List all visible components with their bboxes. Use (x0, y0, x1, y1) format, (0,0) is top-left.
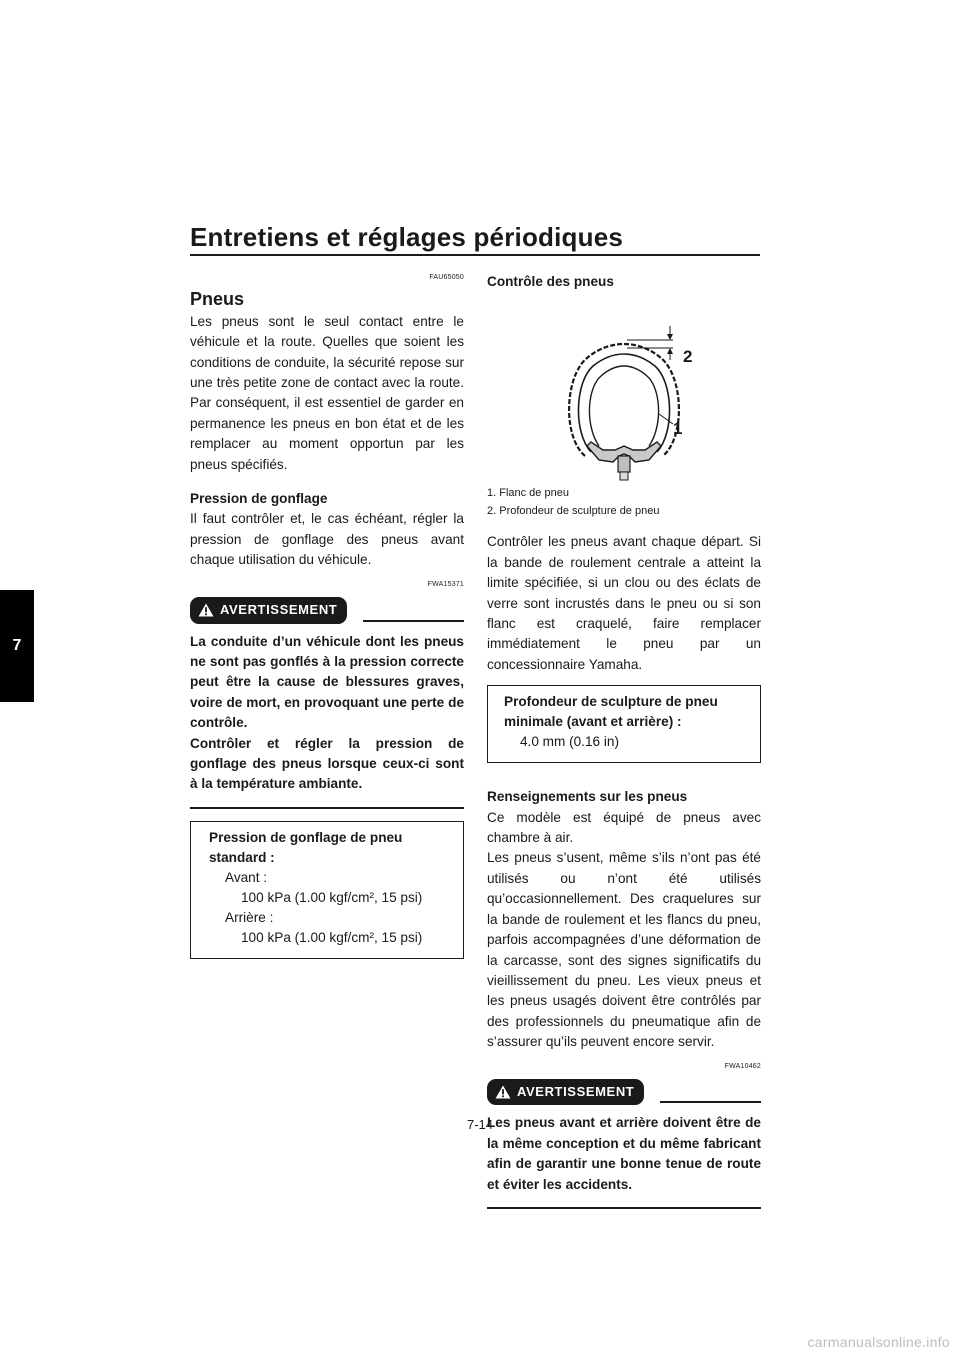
figure-label-2: 2 (683, 347, 693, 367)
watermark: carmanualsonline.info (807, 1334, 950, 1350)
chapter-tab (0, 590, 34, 702)
warning-text-2: Contrôler et régler la pression de gonflage des pneus lorsque ceux-ci sont à la température ambiante. (190, 735, 464, 792)
warning-header-2 (487, 1079, 761, 1105)
spec-rear-value: 100 kPa (1.00 kgf/cm², 15 psi) (241, 929, 423, 945)
warning-text-3: Les pneus avant et arrière doivent être de la même conception et du même fabricant afin de garantir une bonne tenue de route et éviter les accidents. (487, 1115, 761, 1192)
warning-rule (363, 620, 464, 622)
section-title: Pneus (190, 289, 245, 310)
figure-label-1: 1 (673, 419, 683, 439)
warning-code: FWA15371 (427, 580, 464, 588)
warning-header (190, 597, 464, 623)
right-column (487, 268, 761, 1209)
warning-label-2: AVERTISSEMENT (517, 1083, 635, 1099)
caption-2: 2. Profondeur de sculpture de pneu (487, 505, 660, 518)
spec-front-label: Avant : (225, 869, 268, 885)
pressure-paragraph: Il faut contrôler et, le cas échéant, régler la pression de gonflage des pneus avant chaque utilisation du véhicule. (190, 511, 464, 568)
info-heading: Renseignements sur les pneus (487, 789, 688, 805)
section-code: FAU65050 (429, 274, 464, 281)
caption-1: 1. Flanc de pneu (487, 487, 569, 500)
check-paragraph: Contrôler les pneus avant chaque départ. Si la bande de roulement centrale a atteint la limite spécifiée, si un clou ou des éclats de verre sont incrustés dans le pneu ou si son flanc est craquelé, faire remplacer immédiatement le pneu par un concessionnaire Yamaha. (487, 534, 761, 672)
pressure-spec-box (190, 821, 464, 959)
spec-rear-label: Arrière : (225, 909, 274, 925)
warning-end-rule-2 (487, 1207, 761, 1209)
page-title: Entretiens et réglages périodiques (190, 222, 624, 252)
pressure-heading: Pression de gonflage (190, 491, 328, 507)
info-paragraph-2: Les pneus s’usent, même s’ils n’ont pas été utilisés ou n’ont été utilisés qu’occasionnellement. Des craquelures sur la bande de roulement et les flancs du pneu, parfois accompagnées d’une déformation de la carcasse, sont des signes significatifs du vieillissement du pneu. Les vieux pneus et les pneus usagés doivent être contrôlés par des professionnels du pneumatique afin de s’assurer qu’ils peuvent encore servir. (487, 850, 761, 1050)
page-number: 7-14 (466, 1117, 494, 1132)
spec-title: Pression de gonflage de pneu standard : (209, 829, 403, 865)
spec-front-value: 100 kPa (1.00 kgf/cm², 15 psi) (241, 889, 423, 905)
warning-triangle-icon (495, 1085, 511, 1099)
warning-end-rule (190, 807, 464, 809)
warning-text-1: La conduite d’un véhicule dont les pneus ne sont pas gonflés à la pression correcte peut être la cause de blessures graves, voire de mort, en provoquant une perte de contrôle. (190, 633, 464, 731)
warning-badge (190, 597, 347, 623)
warning-label: AVERTISSEMENT (220, 602, 338, 618)
warning-badge-2 (487, 1079, 644, 1105)
header-rule (190, 254, 760, 256)
depth-spec-box (487, 685, 761, 763)
tire-cross-section-diagram (487, 296, 761, 484)
depth-spec-value: 4.0 mm (0.16 in) (520, 734, 619, 750)
warning-triangle-icon (198, 603, 214, 617)
warning-rule-2 (660, 1101, 761, 1103)
info-paragraph-1: Ce modèle est équipé de pneus avec chambre à air. (487, 809, 761, 846)
intro-paragraph: Les pneus sont le seul contact entre le véhicule et la route. Quelles que soient les conditions de conduite, la sécurité repose sur une très petite zone de contact avec la route. Par conséquent, il est essentiel de garder en permanence les pneus en bon état et de les remplacer au moment opportun par les pneus spécifiés. (190, 313, 464, 472)
depth-spec-title: Profondeur de sculpture de pneu minimale (avant et arrière) : (504, 694, 718, 730)
warning-code-2: FWA10462 (724, 1062, 761, 1070)
tire-figure (487, 296, 761, 484)
left-column (190, 268, 464, 959)
check-heading: Contrôle des pneus (487, 274, 614, 289)
chapter-number: 7 (12, 637, 22, 654)
